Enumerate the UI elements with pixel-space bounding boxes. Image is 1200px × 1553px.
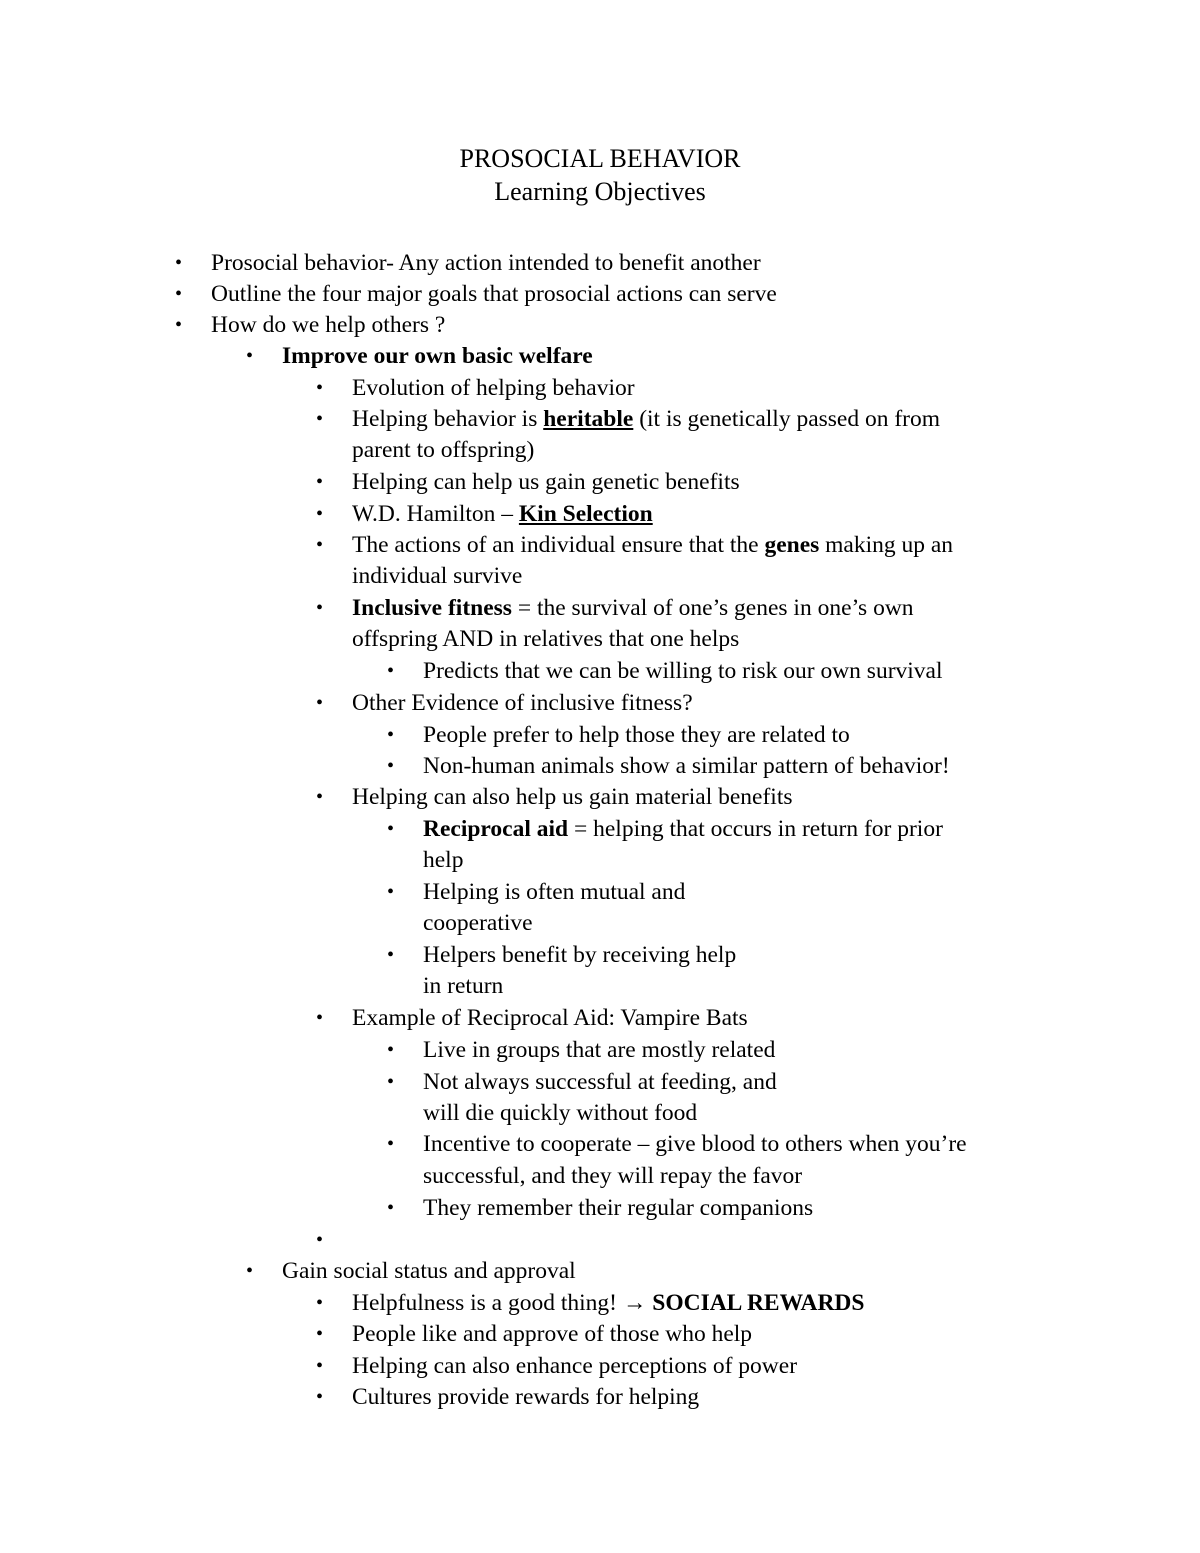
bullet-marker: • <box>387 881 395 903</box>
list-item-text: W.D. Hamilton – <box>352 501 519 527</box>
bullet-marker: • <box>316 1355 324 1377</box>
list-item-text: Non-human animals show a similar pattern of behavior! <box>423 753 950 779</box>
bullet-marker: • <box>387 1039 395 1061</box>
bullet-marker: • <box>175 252 183 274</box>
list-item-level-2 <box>352 435 534 465</box>
list-item-level-3 <box>423 1067 777 1097</box>
list-item-text: will die quickly without food <box>423 1100 698 1126</box>
list-item-level-2 <box>352 404 940 434</box>
list-item-text: Helping can also enhance perceptions of power <box>352 1353 798 1379</box>
list-item-level-1 <box>282 1256 576 1286</box>
emphasized-text: genes <box>764 532 820 558</box>
bullet-marker: • <box>316 1229 324 1251</box>
bullet-marker: • <box>316 786 324 808</box>
list-item-text: cooperative <box>423 910 533 936</box>
list-item-level-3 <box>423 814 943 844</box>
emphasized-text: Inclusive fitness <box>352 595 512 621</box>
list-item-level-3 <box>423 1161 802 1191</box>
list-item-level-2 <box>352 1288 864 1318</box>
list-item-level-3 <box>423 940 736 970</box>
bullet-marker: • <box>316 1386 324 1408</box>
list-item-level-2 <box>352 1382 699 1412</box>
list-item-text: individual survive <box>352 563 523 589</box>
list-item-level-2 <box>352 530 953 560</box>
list-item-level-3 <box>423 1193 813 1223</box>
list-item-text: Live in groups that are mostly related <box>423 1037 776 1063</box>
bullet-marker: • <box>387 944 395 966</box>
list-item-level-2 <box>352 1319 752 1349</box>
emphasized-text: Kin Selection <box>518 501 653 527</box>
list-item-level-3 <box>423 845 463 875</box>
list-item-level-3 <box>423 1129 967 1159</box>
list-item-text: Outline the four major goals that prosocial actions can serve <box>211 281 777 307</box>
list-item-text: Helping can also help us gain material benefits <box>352 784 793 810</box>
list-item-text: They remember their regular companions <box>423 1195 814 1221</box>
document-subtitle: Learning Objectives <box>494 177 706 206</box>
list-item-level-0 <box>211 279 777 309</box>
emphasized-text: Reciprocal aid <box>423 816 569 842</box>
bullet-marker: • <box>316 597 324 619</box>
list-item-text: = the survival of one’s genes in one’s own <box>511 595 914 621</box>
list-item-level-3 <box>423 1098 697 1128</box>
list-item-text: Helping is often mutual and <box>423 879 686 905</box>
bullet-marker: • <box>175 314 183 336</box>
list-item-level-3 <box>423 751 950 781</box>
list-item-text: Prosocial behavior- Any action intended to benefit another <box>211 250 761 276</box>
bullet-marker: • <box>316 503 324 525</box>
list-item-level-2 <box>352 1003 748 1033</box>
bullet-marker: • <box>316 692 324 714</box>
list-item-text: Helpfulness is a good thing! <box>352 1290 623 1316</box>
bullet-marker: • <box>316 377 324 399</box>
list-item-text: Gain social status and approval <box>282 1258 576 1284</box>
list-item-text: People like and approve of those who help <box>352 1321 753 1347</box>
list-item-level-2 <box>352 467 740 497</box>
list-item-level-3 <box>423 877 685 907</box>
bullet-marker: • <box>387 818 395 840</box>
list-item-level-2 <box>352 561 522 591</box>
list-item-text: successful, and they will repay the favor <box>423 1163 803 1189</box>
list-item-text: Helping can help us gain genetic benefits <box>352 469 740 495</box>
bullet-marker: • <box>387 660 395 682</box>
bullet-marker: • <box>175 283 183 305</box>
bullet-marker: • <box>246 1260 254 1282</box>
emphasized-text: heritable <box>543 406 634 432</box>
list-item-text: Cultures provide rewards for helping <box>352 1384 700 1410</box>
list-item-text: Predicts that we can be willing to risk our own survival <box>423 658 943 684</box>
bullet-marker: • <box>316 534 324 556</box>
list-item-text: People prefer to help those they are related to <box>423 722 850 748</box>
list-item-text: The actions of an individual ensure that the <box>352 532 765 558</box>
list-item-level-2 <box>352 593 914 623</box>
list-item-level-2 <box>352 782 793 812</box>
bullet-marker: • <box>316 1323 324 1345</box>
bullet-marker: • <box>316 1007 324 1029</box>
list-item-text: offspring AND in relatives that one helps <box>352 626 740 652</box>
emphasized-text: Improve our own basic welfare <box>282 343 593 369</box>
list-item-level-1 <box>282 341 593 371</box>
list-item-text: Helping behavior is <box>352 406 544 432</box>
list-item-text: Example of Reciprocal Aid: Vampire Bats <box>352 1005 748 1031</box>
list-item-level-2 <box>352 688 693 718</box>
list-item-text: Not always successful at feeding, and <box>423 1069 777 1095</box>
list-item-level-0 <box>211 248 761 278</box>
emphasized-text: → SOCIAL REWARDS <box>622 1290 865 1316</box>
bullet-marker: • <box>316 1292 324 1314</box>
list-item-text: making up an <box>819 532 954 558</box>
list-item-text: Helpers benefit by receiving help <box>423 942 737 968</box>
bullet-marker: • <box>387 1133 395 1155</box>
list-item-level-2 <box>352 1351 797 1381</box>
list-item-text: help <box>423 847 464 873</box>
list-item-level-2 <box>352 499 653 529</box>
bullet-marker: • <box>387 1197 395 1219</box>
bullet-marker: • <box>316 408 324 430</box>
bullet-marker: • <box>246 345 254 367</box>
list-item-level-3 <box>423 720 850 750</box>
list-item-text: How do we help others ? <box>211 312 446 338</box>
list-item-level-3 <box>423 971 503 1001</box>
bullet-marker: • <box>387 755 395 777</box>
list-item-text: (it is genetically passed on from <box>633 406 941 432</box>
list-item-level-2 <box>352 624 739 654</box>
list-item-text: Other Evidence of inclusive fitness? <box>352 690 693 716</box>
bullet-marker: • <box>316 471 324 493</box>
list-item-text: Evolution of helping behavior <box>352 375 635 401</box>
list-item-text: parent to offspring) <box>352 437 535 463</box>
list-item-text: = helping that occurs in return for prior <box>568 816 943 842</box>
list-item-level-3 <box>423 656 943 686</box>
list-item-level-0 <box>211 310 445 340</box>
list-item-level-2 <box>352 373 635 403</box>
bullet-marker: • <box>387 1071 395 1093</box>
list-item-text: in return <box>423 973 504 999</box>
document-title: PROSOCIAL BEHAVIOR <box>459 144 741 173</box>
bullet-marker: • <box>387 724 395 746</box>
list-item-text: Incentive to cooperate – give blood to others when you’re <box>423 1131 967 1157</box>
list-item-level-3 <box>423 1035 775 1065</box>
list-item-level-3 <box>423 908 533 938</box>
